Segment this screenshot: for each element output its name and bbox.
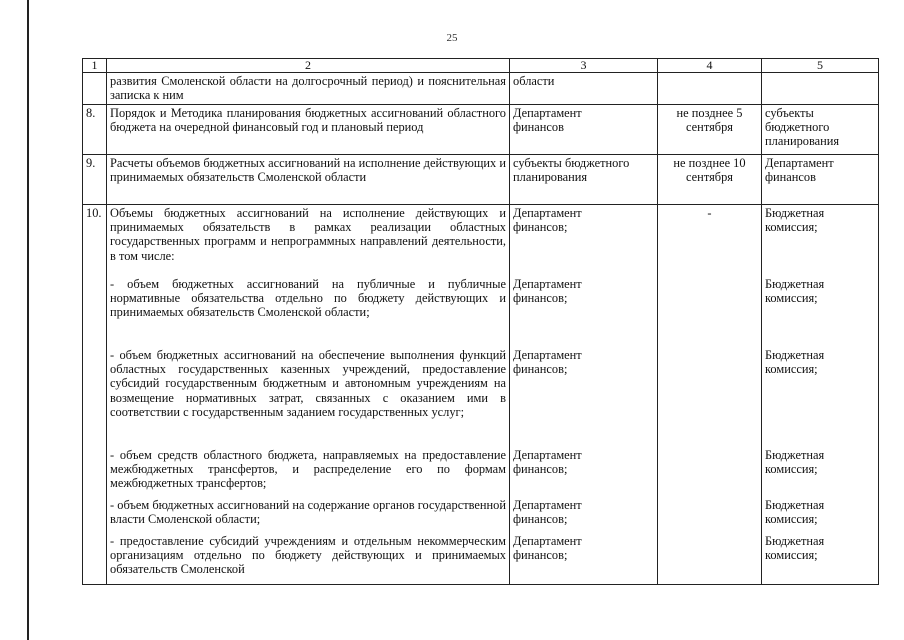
row-number: 8. (83, 105, 107, 155)
recipient-cell: Бюджетная комиссия; Бюджетная комиссия; Бюджетная комиссия; Бюджетная комиссия; Бюджетная комиссия; Бюджетная комиссия; (762, 205, 879, 585)
responsible-cell: Департамент финансов; Департамент финансов; Департамент финансов; Департамент финансов; Департамент финансов; Департамент финансов; (510, 205, 658, 585)
recipient-cell (762, 73, 879, 105)
row-description: развития Смоленской области на долгосрочный период) и пояснительная записка к ним (107, 73, 510, 105)
row-description: Объемы бюджетных ассигнований на исполнение действующих и принимаемых обязательств в рамках реализации областных государственных программ и непрограммных направлений деятельности, в том числе: - объем бюджетных ассигнований на публичные и публичные нормативные обязательства отдельно по бюджету действующих и принимаемых обязательств Смоленской области; - объем бюджетных ассигнований на обеспечение выполнения функций областных государственных казенных учреждений, предоставление субсидий государственным бюджетным и автономным учреждениям на возмещение нормативных затрат, связанных с оказанием ими в соответствии с государственным заданием государственных услуг; - объем средств областного бюджета, направляемых на предоставление межбюджетных трансфертов, и распределение его по формам межбюджетных трансфертов; - объем бюджетных ассигнований на содержание органов государственной власти Смоленской области; - предоставление субсидий учреждениям и отдельным некоммерческим организациям отдельно по бюджету действующих и принимаемых обязательств Смоленской (107, 205, 510, 585)
row-number (83, 73, 107, 105)
responsible-cell: субъекты бюджетного планирования (510, 155, 658, 205)
budget-planning-table (82, 58, 879, 585)
deadline-cell (658, 73, 762, 105)
column-numbers-row (83, 59, 879, 73)
responsible-cell: Департамент финансов (510, 105, 658, 155)
column-number: 4 (658, 59, 762, 73)
column-number: 1 (83, 59, 107, 73)
deadline-cell: не позднее 5 сентября (658, 105, 762, 155)
column-number: 5 (762, 59, 879, 73)
row-description: Расчеты объемов бюджетных ассигнований на исполнение действующих и принимаемых обязательств Смоленской области (107, 155, 510, 205)
table-row (83, 105, 879, 155)
scan-left-edge (27, 0, 29, 640)
responsible-cell: области (510, 73, 658, 105)
column-number: 3 (510, 59, 658, 73)
recipient-cell: Департамент финансов (762, 155, 879, 205)
row-number: 9. (83, 155, 107, 205)
row-description: Порядок и Методика планирования бюджетных ассигнований областного бюджета на очередной финансовый год и плановый период (107, 105, 510, 155)
page-number: 25 (446, 32, 458, 44)
column-number: 2 (107, 59, 510, 73)
recipient-cell: субъекты бюджетного планирования (762, 105, 879, 155)
table-row (83, 205, 879, 585)
deadline-cell: не позднее 10 сентября (658, 155, 762, 205)
deadline-cell: - (658, 205, 762, 585)
row-number: 10. (83, 205, 107, 585)
table-row (83, 155, 879, 205)
table-row (83, 73, 879, 105)
